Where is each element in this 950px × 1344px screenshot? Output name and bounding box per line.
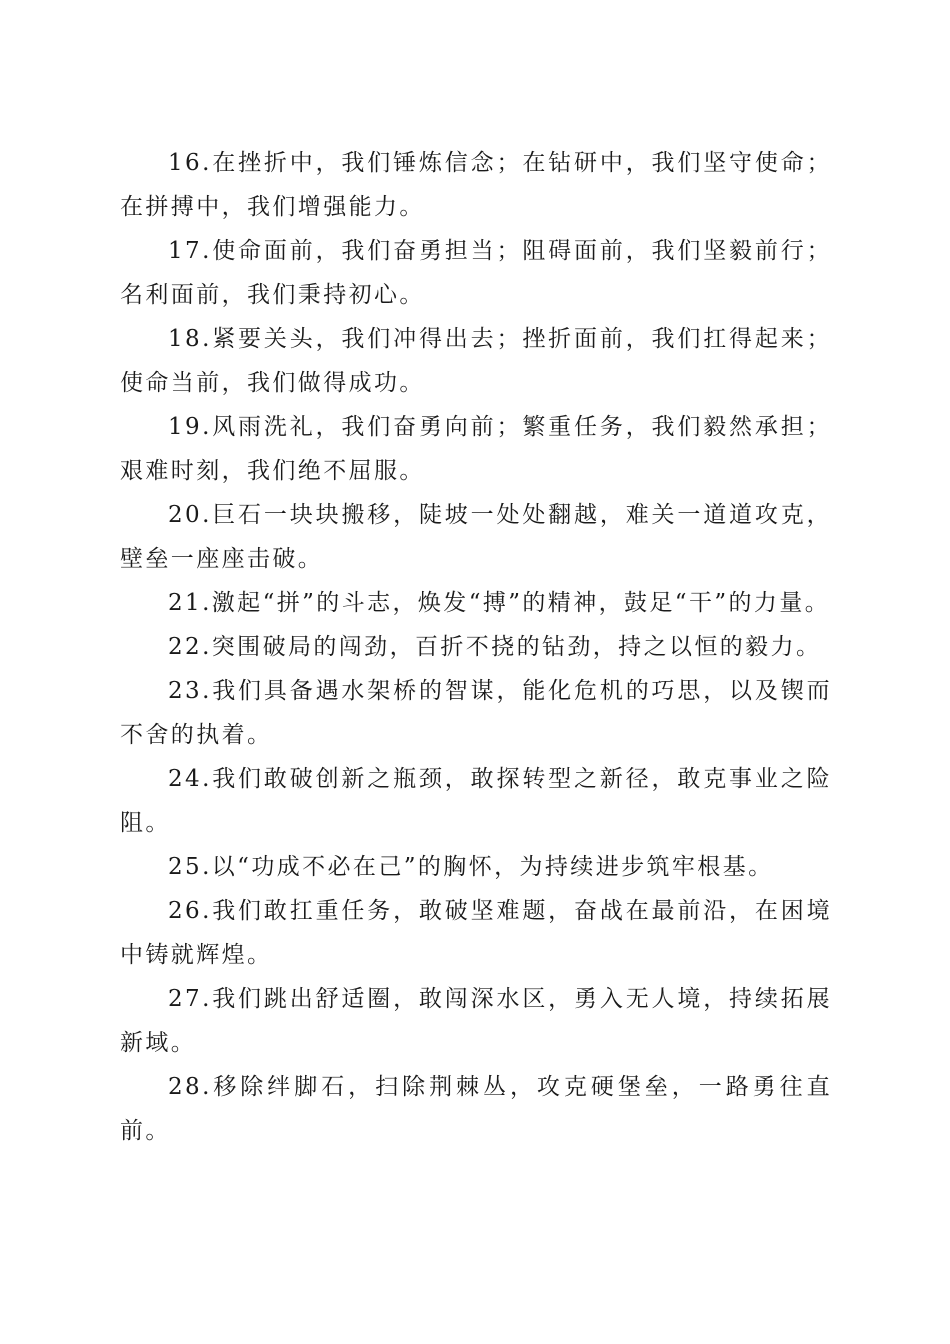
paragraph-20: 20.巨石一块块搬移，陡坡一处处翻越，难关一道道攻克，壁垒一座座击破。	[120, 502, 832, 572]
paragraph-21: 21.激起“拼”的斗志，焕发“搏”的精神，鼓足“干”的力量。	[168, 590, 831, 616]
paragraph-28: 28.移除绊脚石，扫除荆棘丛，攻克硬堡垒，一路勇往直前。	[120, 1074, 832, 1144]
paragraph-27: 27.我们跳出舒适圈，敢闯深水区，勇入无人境，持续拓展新域。	[120, 986, 832, 1056]
paragraph-24: 24.我们敢破创新之瓶颈，敢探转型之新径，敢克事业之险阻。	[120, 766, 832, 836]
paragraph-17: 17.使命面前，我们奋勇担当；阻碍面前，我们坚毅前行；名利面前，我们秉持初心。	[120, 238, 832, 308]
paragraph-22: 22.突围破局的闯劲，百折不挠的钻劲，持之以恒的毅力。	[168, 634, 822, 660]
paragraph-18: 18.紧要关头，我们冲得出去；挫折面前，我们扛得起来；使命当前，我们做得成功。	[120, 326, 832, 396]
paragraph-23: 23.我们具备遇水架桥的智谋，能化危机的巧思，以及锲而不舍的执着。	[120, 678, 832, 748]
paragraph-25: 25.以“功成不必在己”的胸怀，为持续进步筑牢根基。	[168, 854, 774, 880]
paragraph-19: 19.风雨洗礼，我们奋勇向前；繁重任务，我们毅然承担；艰难时刻，我们绝不屈服。	[120, 414, 832, 484]
document-body	[120, 141, 832, 1153]
paragraph-16: 16.在挫折中，我们锤炼信念；在钻研中，我们坚守使命；在拼搏中，我们增强能力。	[120, 150, 832, 220]
paragraph-26: 26.我们敢扛重任务，敢破坚难题，奋战在最前沿，在困境中铸就辉煌。	[120, 898, 832, 968]
